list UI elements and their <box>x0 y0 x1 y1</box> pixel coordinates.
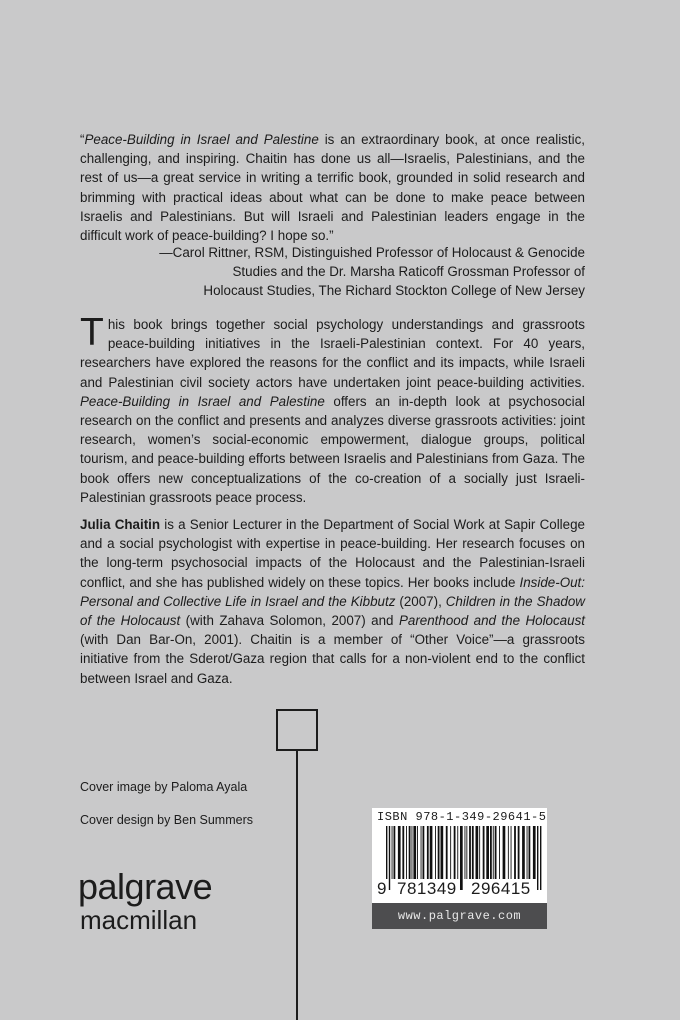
barcode-bar <box>417 826 418 879</box>
bio-text: is a Senior Lecturer in the Department of Social Work at Sapir College and a social psychologist with expertise in peace-building. Her research focuses on the long-term psychosocial impacts of the Holocaust and the Palestinian-Israeli conflict, and she has published widely on these topics. Her books include <box>80 517 585 590</box>
attribution-line: Holocaust Studies, The Richard Stockton College of New Jersey <box>203 283 585 299</box>
barcode-bar <box>486 826 489 879</box>
barcode-bar <box>499 826 500 879</box>
barcode-bar <box>398 826 401 879</box>
barcode-digits <box>377 879 542 901</box>
bio-book-title: Children in the Shadow of the Holocaust <box>80 593 585 629</box>
bio-text: (2007), <box>395 593 446 609</box>
barcode-bar <box>508 826 509 879</box>
drop-cap: T <box>80 311 104 354</box>
publisher-logo-macmillan: macmillan <box>80 905 198 935</box>
isbn-label: ISBN 978-1-349-29641-5 <box>377 810 547 824</box>
barcode-bar <box>503 826 506 879</box>
barcode-bar <box>430 826 433 879</box>
barcode-bar <box>466 826 467 879</box>
barcode-bar <box>435 826 436 879</box>
description-text: his book brings together social psychology understandings and grassroots peace-building initiatives in the Israeli-Palestinian context. For 40 years, researchers have explored the reasons for the conflict and its impacts, while Israeli and Palestinian civil society actors have undertaken joint peace-building activities. <box>80 317 585 390</box>
barcode-bar <box>413 826 416 879</box>
barcode-bar <box>392 826 393 879</box>
book-description <box>80 311 585 507</box>
quote-book-title: Peace-Building in Israel and Palestine <box>84 132 319 147</box>
barcode-bar <box>490 826 492 879</box>
publisher-logo-palgrave: palgrave <box>78 866 213 907</box>
barcode-bar <box>438 826 440 879</box>
barcode-bar <box>514 826 516 879</box>
barcode-bar <box>423 826 425 879</box>
barcode-bar <box>527 826 528 879</box>
barcode-bar <box>427 826 429 879</box>
barcode-bar <box>454 826 456 879</box>
description-text: offers an in-depth look at psychosocial research on the conflict and presents and analyzes diverse grassroots activities: joint research, women’s social-economic empowerment, dialogue groups, political tourism, and peace-building efforts between Israelis and Palestinians from Gaza. The book offers new conceptualizations of the co-creation of a socially just Israeli-Palestinian grassroots peace process. <box>80 393 585 505</box>
cover-image-credit: Cover image by Paloma Ayala <box>80 780 248 794</box>
quote-text: is an extraordinary book, at once realistic, challenging, and inspiring. Chaitin has done us all—Israelis, Palestinians, and the rest of us—a great service in writing a terrific book, grounded in solid research and brimming with practical ideas about what can be done to make peace between Israelis and Palestinians. But will Israeli and Palestinian leaders engage in the difficult work of peace-building? I hope so.” <box>80 132 585 244</box>
endorsement-quote: “Peace-Building in Israel and Palestine is an extraordinary book, at once realistic, challenging, and inspiring. Chaitin has done us all—Israelis, Palestinians, and the rest of us—a great service in writing a terrific book, grounded in solid research and brimming with practical ideas about what can be done to make peace between Israelis and Palestinians. But will Israeli and Palestinian leaders engage in the difficult work of peace-building? I hope so.” <box>80 132 585 244</box>
barcode-digit-group: 296415 <box>471 879 531 898</box>
isbn-barcode <box>372 808 547 903</box>
barcode-bar <box>469 826 471 879</box>
barcode-bar <box>441 826 444 879</box>
author-bio <box>80 515 585 688</box>
barcode-bar <box>446 826 448 879</box>
author-name: Julia Chaitin <box>80 517 161 532</box>
barcode-bar <box>412 826 413 879</box>
barcode-bar <box>450 826 451 879</box>
barcode-bar <box>465 826 466 879</box>
barcode-bar <box>394 826 396 879</box>
publisher-url: www.palgrave.com <box>372 903 547 929</box>
barcode-bar <box>483 826 485 879</box>
endorsement-attribution <box>120 243 585 301</box>
barcode-bar <box>406 826 407 879</box>
barcode-bar <box>421 826 422 879</box>
barcode-bar <box>533 826 536 879</box>
barcode-bar <box>522 826 525 879</box>
barcode-bar <box>472 826 474 879</box>
barcode-bar <box>402 826 404 879</box>
barcode-bar <box>476 826 479 879</box>
bio-text: (with Dan Bar-On, 2001). Chaitin is a member of “Other Voice”—a grassroots initiative from the Sderot/Gaza region that calls for a non-violent end to the conflict between Israel and Gaza. <box>80 632 585 686</box>
attribution-line: Studies and the Dr. Marsha Raticoff Grossman Professor of <box>232 264 585 280</box>
barcode-bar <box>511 826 512 879</box>
barcode-bar <box>529 826 531 879</box>
barcode-digit-group: 781349 <box>397 879 457 898</box>
barcode-bar <box>518 826 520 879</box>
bio-book-title: Parenthood and the Holocaust <box>398 613 585 629</box>
barcode-lead-digit: 9 <box>377 879 387 898</box>
attribution-line: —Carol Rittner, RSM, Distinguished Professor of Holocaust & Genocide <box>159 245 585 260</box>
description-book-title: Peace-Building in Israel and Palestine <box>80 393 325 409</box>
barcode-bar <box>409 826 411 879</box>
bio-text: (with Zahava Solomon, 2007) and <box>180 613 399 629</box>
barcode-bar <box>479 826 480 879</box>
barcode-bar <box>495 826 497 879</box>
cover-design-credit: Cover design by Ben Summers <box>80 813 253 827</box>
decorative-line <box>296 751 298 1020</box>
barcode-bar <box>493 826 494 879</box>
decorative-square <box>276 709 318 751</box>
bio-book-title: Inside-Out: Personal and Collective Life in Israel and the Kibbutz <box>80 574 585 609</box>
